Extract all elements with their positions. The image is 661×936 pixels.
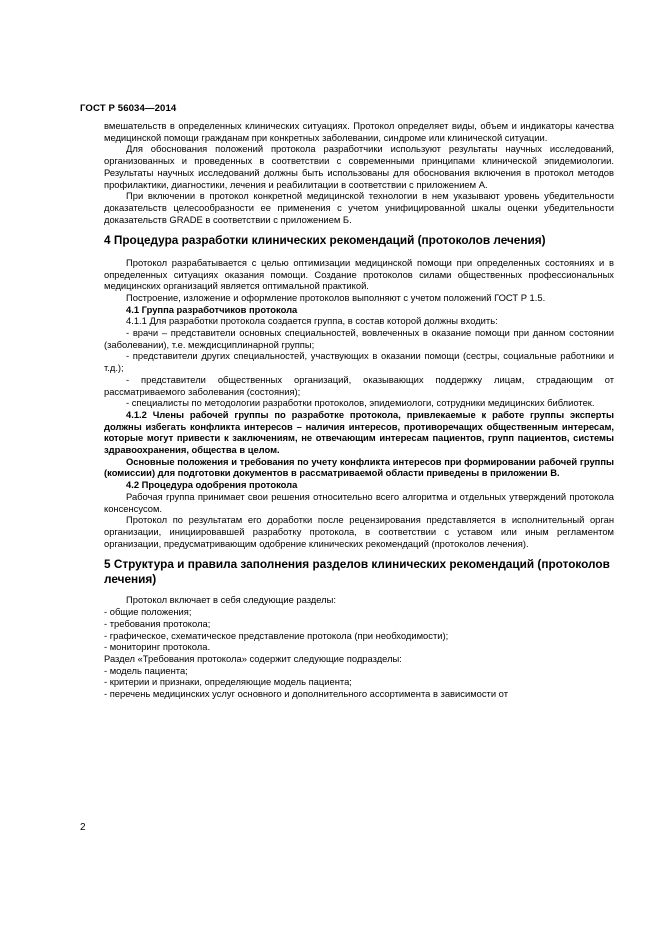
list-item: - графическое, схематическое представление протокола (при необходимости); (104, 629, 449, 641)
document-body (104, 120, 614, 700)
page-number: 2 (80, 822, 86, 833)
paragraph: Протокол по результатам его доработки после рецензирования представляется в исполнительный орган организации, инициировавшей разработку протокола, в соответствии с уставом или иным регламентом организации, предусматривающим одобрение клинических рекомендаций (протоколов лечения). (104, 514, 614, 549)
subsection-heading: 4.2 Процедура одобрения протокола (126, 479, 298, 491)
list-item: - требования протокола; (104, 617, 211, 629)
paragraph: вмешательств в определенных клинических ситуациях. Протокол определяет виды, объем и индикаторы качества медицинской помощи гражданам при конкретных заболевании, синдроме или клинической ситуации. (104, 120, 614, 143)
list-item: - представители общественных организаций, оказывающих поддержку лицам, страдающим от рассматриваемого заболевания (состояния); (104, 373, 614, 397)
list-item: - общие положения; (104, 606, 192, 618)
list-item: - врачи – представители основных специальностей, вовлеченных в оказание помощи при данном состоянии (заболевании), т.е. междисциплинарной группы; (104, 327, 614, 350)
paragraph: Для обоснования положений протокола разработчики используют результаты научных исследований, организованных и проведенных в соответствии с современными принципами клинической эпидемиологии. Результаты научных исследований должны быть использованы для обоснования включения в протокол методов профилактики, диагностики, лечения и реабилитации в соответствии с приложением А. (104, 143, 614, 190)
list-item: - мониторинг протокола. (104, 641, 211, 653)
paragraph: Протокол включает в себя следующие разделы: (126, 594, 336, 606)
paragraph-bold: 4.1.2 Члены рабочей группы по разработке протокола, привлекаемые к работе группы эксперты должны избегать конфликта интересов – наличия интересов, противоречащих общественным интересам, которые могут привести к заключениям, не отвечающим интересам пациентов, групп пациентов, системы здравоохранения, общества в целом. (104, 408, 614, 456)
list-item: - модель пациента; (104, 664, 188, 676)
document-header: ГОСТ Р 56034—2014 (80, 103, 177, 114)
paragraph: Раздел «Требования протокола» содержит следующие подразделы: (104, 652, 402, 664)
list-item: - специалисты по методологии разработки протоколов, эпидемиологи, сотрудники медицинских библиотек. (126, 397, 595, 409)
paragraph: Протокол разрабатывается с целью оптимизации медицинской помощи при определенных состояниях и в определенных ситуациях оказания помощи. Создание протоколов силами общественных профессиональных медицинских организаций является оптимальной практикой. (104, 256, 614, 292)
paragraph: При включении в протокол конкретной медицинской технологии в нем указывают уровень убедительности доказательств целесообразности ее применения с учетом унифицированной шкалы оценки убедительности доказательств GRADE в соответствии с приложением Б. (104, 190, 614, 225)
section-heading-5: 5 Структура и правила заполнения разделов клинических рекомендаций (протоколов лечения) (104, 557, 610, 586)
list-item: - критерии и признаки, определяющие модель пациента; (104, 676, 352, 688)
list-item: - перечень медицинских услуг основного и дополнительного ассортимента в зависимости от (104, 688, 508, 700)
paragraph: Рабочая группа принимает свои решения относительно всего алгоритма и отдельных утверждений протокола консенсусом. (104, 490, 614, 514)
list-item: - представители других специальностей, участвующих в оказании помощи (сестры, социальные работники и т.д.); (104, 350, 614, 374)
subsection-heading: 4.1 Группа разработчиков протокола (126, 303, 298, 315)
paragraph: Построение, изложение и оформление протоколов выполняют с учетом положений ГОСТ Р 1.5. (126, 291, 546, 303)
paragraph-bold: Основные положения и требования по учету конфликта интересов при формировании рабочей группы (комиссии) для подготовки документов в рассматриваемой области приведены в приложении В. (104, 455, 614, 479)
section-heading-4: 4 Процедура разработки клинических рекомендаций (протоколов лечения) (104, 233, 546, 248)
paragraph: 4.1.1 Для разработки протокола создается группа, в состав которой должны входить: (126, 315, 498, 327)
